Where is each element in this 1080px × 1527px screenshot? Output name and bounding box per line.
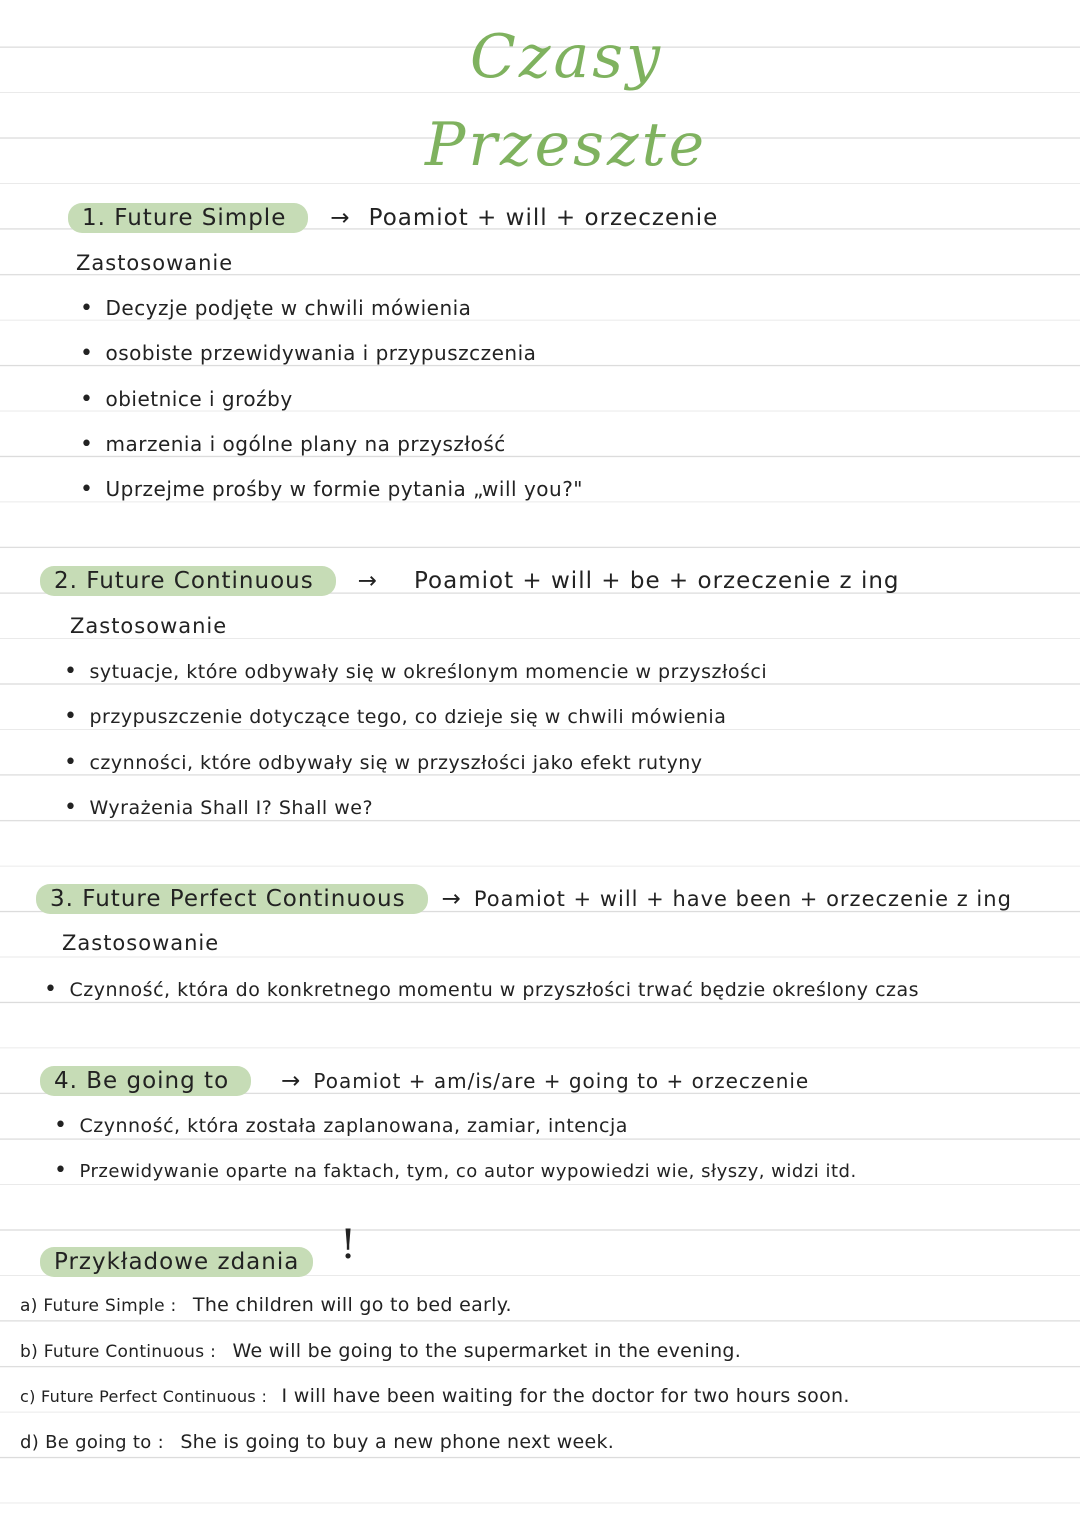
list-item: • Uprzejme prośby w formie pytania „will you?" [80, 477, 583, 502]
list-item: • Czynność, która została zaplanowana, zamiar, intencja [54, 1113, 628, 1138]
section-1-formula: Poamiot + will + orzeczenie [368, 205, 719, 231]
section-1-title: 1. Future Simple [68, 203, 308, 233]
list-item: • Przewidywanie oparte na faktach, tym, co autor wypowiedzi wie, słyszy, widzi itd. [54, 1158, 857, 1183]
section-4-heading [40, 1066, 809, 1096]
section-1-heading [68, 203, 718, 233]
list-item: • czynności, które odbywały się w przyszłości jako efekt rutyny [64, 750, 703, 775]
example-label: c) Future Perfect Continuous : [20, 1387, 268, 1406]
exclamation-icon: ! [340, 1222, 357, 1268]
list-item: • osobiste przewidywania i przypuszczenia [80, 341, 536, 366]
section-1-label: Zastosowanie [76, 251, 234, 275]
section-2-title: 2. Future Continuous [40, 566, 336, 596]
example-text: We will be going to the supermarket in the evening. [232, 1340, 742, 1362]
example-item [20, 1385, 850, 1407]
example-item [20, 1294, 512, 1316]
list-item: • sytuacje, które odbywały się w określonym momencie w przyszłości [64, 659, 767, 684]
example-text: I will have been waiting for the doctor for two hours soon. [281, 1385, 850, 1407]
section-2-formula: Poamiot + will + be + orzeczenie z ing [414, 568, 900, 594]
examples-heading [40, 1247, 313, 1277]
section-4-title: 4. Be going to [40, 1066, 251, 1096]
list-item: • marzenia i ogólne plany na przyszłość [80, 432, 506, 457]
arrow-icon: → [281, 1068, 302, 1094]
page-title-line1: Czasy [470, 22, 663, 92]
section-4-formula: Poamiot + am/is/are + going to + orzeczenie [313, 1069, 810, 1093]
arrow-icon: → [441, 886, 462, 912]
section-3-heading [36, 884, 1012, 914]
example-text: She is going to buy a new phone next week. [180, 1431, 615, 1453]
section-2-label: Zastosowanie [70, 614, 228, 638]
section-3-label: Zastosowanie [62, 931, 220, 955]
arrow-icon: → [357, 568, 378, 594]
example-item [20, 1340, 741, 1362]
list-item: • przypuszczenie dotyczące tego, co dzieje się w chwili mówienia [64, 704, 726, 729]
example-label: b) Future Continuous : [20, 1342, 217, 1362]
list-item: • Wyrażenia Shall I? Shall we? [64, 795, 373, 820]
section-3-formula: Poamiot + will + have been + orzeczenie z ing [473, 887, 1012, 911]
list-item: • obietnice i groźby [80, 387, 293, 412]
example-item [20, 1431, 614, 1453]
arrow-icon: → [330, 205, 351, 231]
section-2-heading [40, 566, 900, 596]
list-item: • Czynność, która do konkretnego momentu w przyszłości trwać będzie określony czas [44, 977, 919, 1002]
examples-title: Przykładowe zdania [40, 1247, 313, 1277]
example-label: d) Be going to : [20, 1432, 164, 1453]
page-title-line2: Przeszte [425, 110, 708, 180]
example-label: a) Future Simple : [20, 1296, 177, 1316]
list-item: • Decyzje podjęte w chwili mówienia [80, 296, 471, 321]
example-text: The children will go to bed early. [192, 1294, 512, 1316]
section-3-title: 3. Future Perfect Continuous [36, 884, 428, 914]
